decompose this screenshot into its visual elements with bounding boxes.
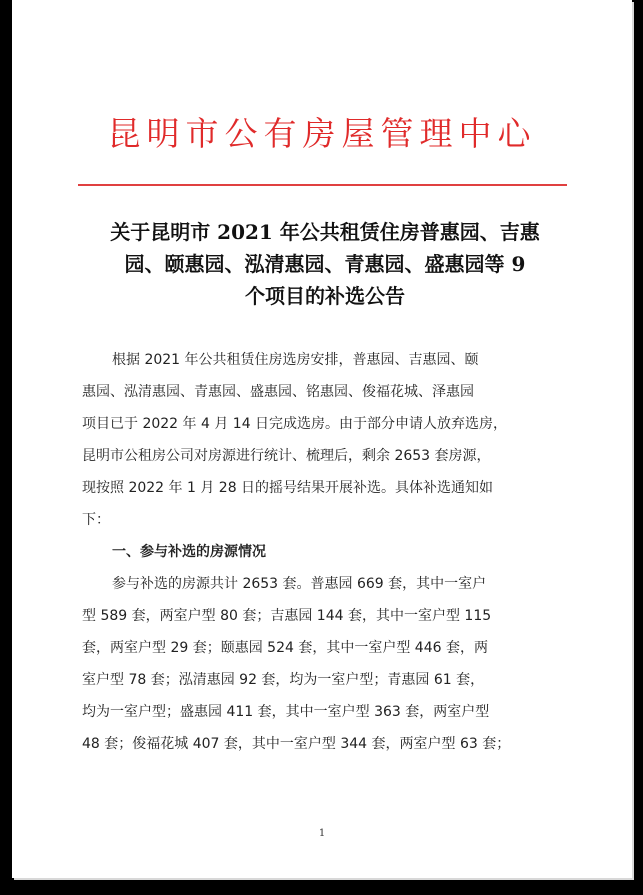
- red-divider-line: [78, 184, 567, 186]
- section-1-line-5: 均为一室户型；盛惠园 411 套，其中一室户型 363 套，两室户型: [82, 704, 490, 720]
- intro-paragraph: [82, 344, 572, 536]
- section-1-line-4: 室户型 78 套；泓清惠园 92 套，均为一室户型；青惠园 61 套，: [82, 672, 485, 688]
- section-1-line-2: 型 589 套，两室户型 80 套；吉惠园 144 套，其中一室户型 115: [82, 608, 492, 624]
- section-1-line-6: 48 套；俊福花城 407 套，其中一室户型 344 套，两室户型 63 套；: [82, 736, 511, 752]
- intro-line-4: 昆明市公租房公司对房源进行统计、梳理后，剩余 2653 套房源，: [82, 448, 491, 464]
- intro-line-5: 现按照 2022 年 1 月 28 日的摇号结果开展补选。具体补选通知如: [82, 480, 494, 496]
- intro-line-1: 根据 2021 年公共租赁住房选房安排，普惠园、吉惠园、颐: [112, 352, 479, 368]
- organization-title: 昆明市公有房屋管理中心: [107, 114, 537, 153]
- title-line-1: 关于昆明市 2021 年公共租赁住房普惠园、吉惠: [110, 220, 540, 244]
- document-page: [12, 0, 632, 878]
- intro-line-2: 惠园、泓清惠园、青惠园、盛惠园、铭惠园、俊福花城、泽惠园: [82, 384, 474, 400]
- page-number: 1: [318, 828, 326, 839]
- section-1-line-1: 参与补选的房源共计 2653 套。普惠园 669 套，其中一室户: [112, 576, 487, 592]
- announcement-body: [82, 344, 572, 760]
- intro-line-3: 项目已于 2022 年 4 月 14 日完成选房。由于部分申请人放弃选房，: [82, 416, 508, 432]
- title-line-3: 个项目的补选公告: [245, 284, 405, 308]
- section-1-heading: 一、参与补选的房源情况: [112, 544, 266, 560]
- section-1-line-3: 套，两室户型 29 套；颐惠园 524 套，其中一室户型 446 套，两: [82, 640, 488, 656]
- intro-line-6: 下：: [82, 512, 110, 528]
- section-1: [82, 536, 572, 760]
- title-line-2: 园、颐惠园、泓清惠园、青惠园、盛惠园等 9: [124, 252, 526, 276]
- announcement-title: [82, 216, 568, 312]
